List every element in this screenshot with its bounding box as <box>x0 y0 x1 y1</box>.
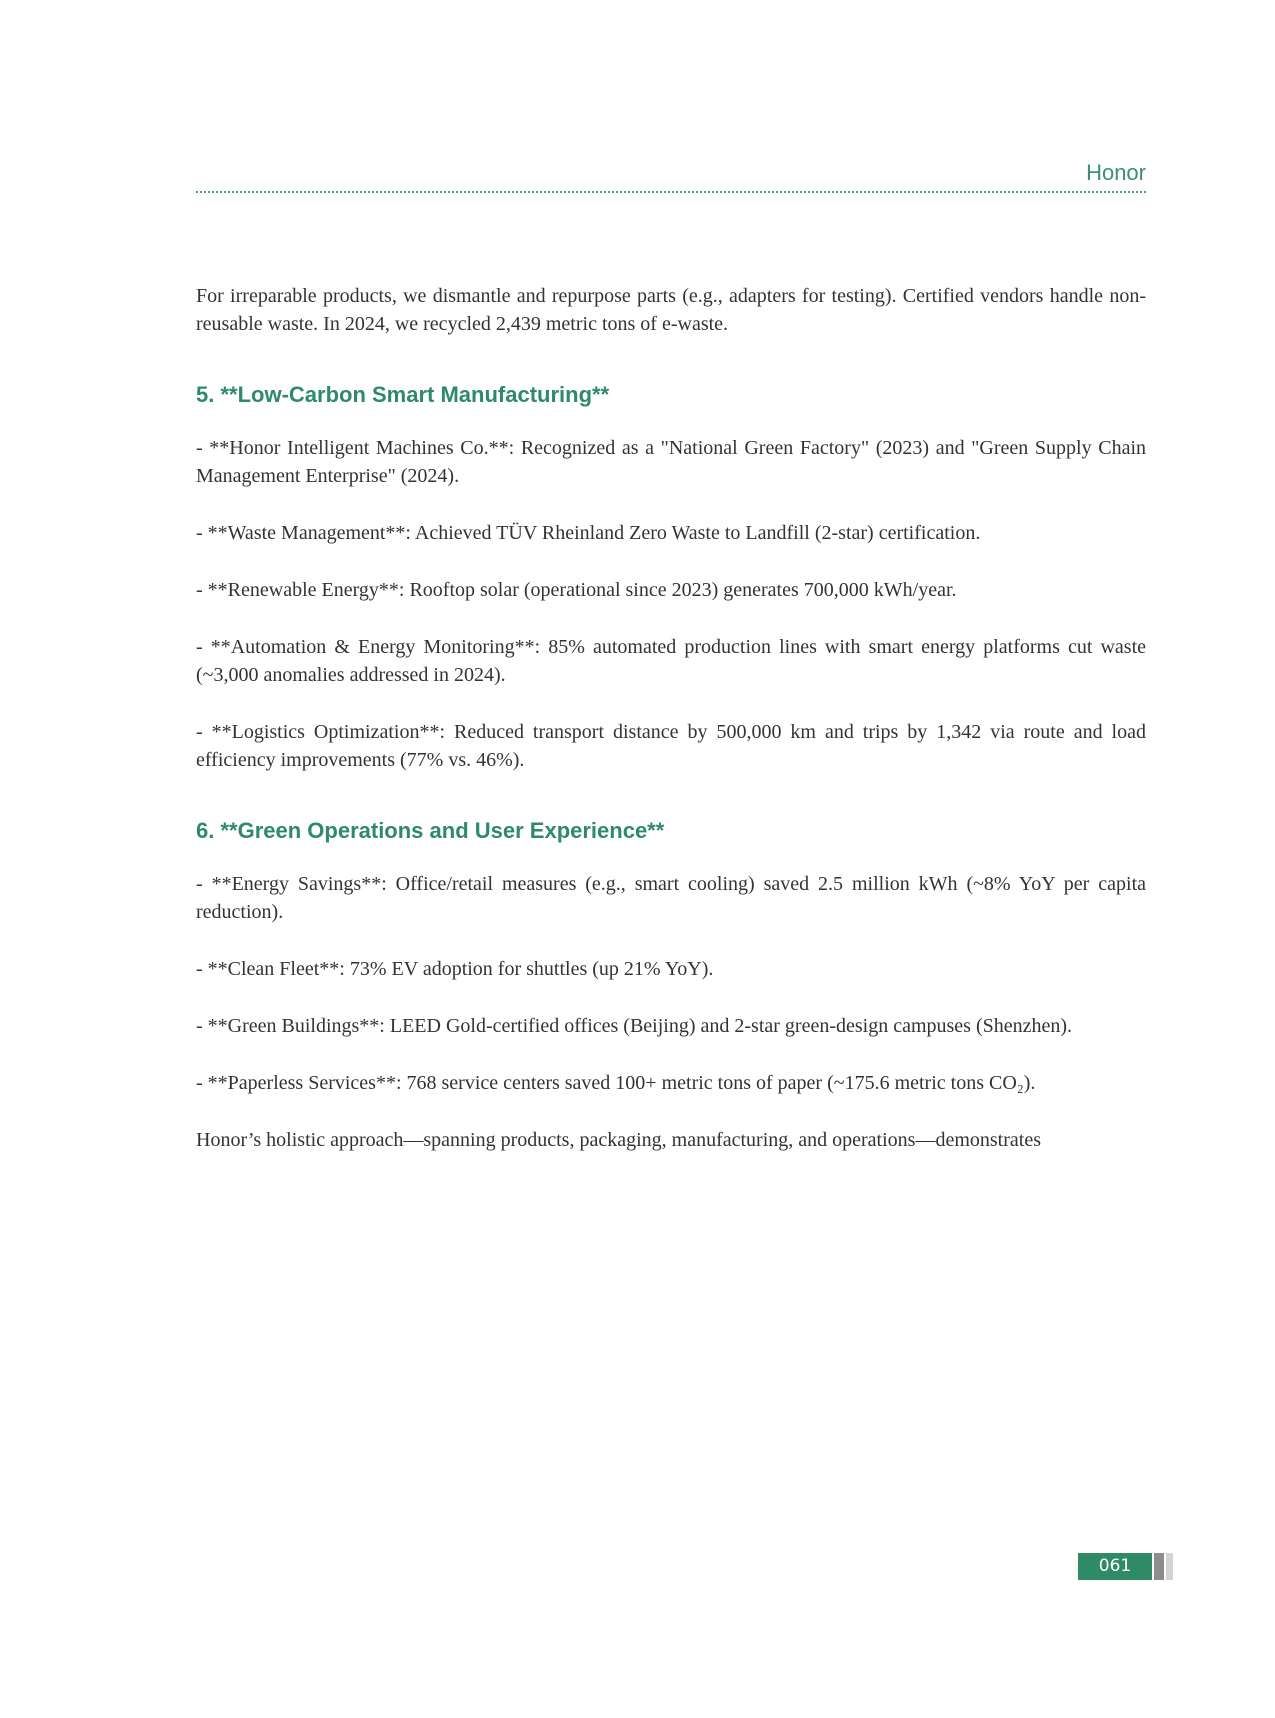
page-tab-dark <box>1154 1553 1164 1580</box>
list-item: - **Energy Savings**: Office/retail measures (e.g., smart cooling) saved 2.5 million kWh (~8% YoY per capita reduction). <box>196 873 1146 923</box>
page-tab-light <box>1166 1553 1173 1580</box>
intro-paragraph: For irreparable products, we dismantle and repurpose parts (e.g., adapters for testing). Certified vendors handle non-reusable waste. In 2024, we recycled 2,439 metric tons of e-waste. <box>196 285 1146 335</box>
list-item: - **Logistics Optimization**: Reduced transport distance by 500,000 km and trips by 1,342 via route and load efficiency improvements (77% vs. 46%). <box>196 721 1146 771</box>
page-number: 061 <box>1078 1553 1152 1580</box>
closing-paragraph: Honor’s holistic approach—spanning products, packaging, manufacturing, and operations—demonstrates <box>196 1129 1041 1151</box>
list-item: - **Green Buildings**: LEED Gold-certified offices (Beijing) and 2-star green-design campuses (Shenzhen). <box>196 1015 1073 1037</box>
page-header <box>196 160 1146 193</box>
list-item: - **Renewable Energy**: Rooftop solar (operational since 2023) generates 700,000 kWh/year. <box>196 579 957 601</box>
section-6-heading: 6. **Green Operations and User Experience** <box>196 818 665 843</box>
list-item: - **Waste Management**: Achieved TÜV Rheinland Zero Waste to Landfill (2-star) certification. <box>196 522 981 544</box>
header-brand: Honor <box>1086 160 1146 185</box>
list-item: - **Paperless Services**: 768 service centers saved 100+ metric tons of paper (~175.6 metric tons CO₂). <box>196 1072 1036 1094</box>
section-5-heading: 5. **Low-Carbon Smart Manufacturing** <box>196 382 610 407</box>
list-item: - **Automation & Energy Monitoring**: 85% automated production lines with smart energy platforms cut waste (~3,000 anomalies addressed in 2024). <box>196 636 1146 686</box>
list-item: - **Honor Intelligent Machines Co.**: Recognized as a "National Green Factory" (2023) and "Green Supply Chain Management Enterprise" (2024). <box>196 437 1146 487</box>
main-content <box>196 282 1146 1154</box>
list-item: - **Clean Fleet**: 73% EV adoption for shuttles (up 21% YoY). <box>196 958 714 980</box>
